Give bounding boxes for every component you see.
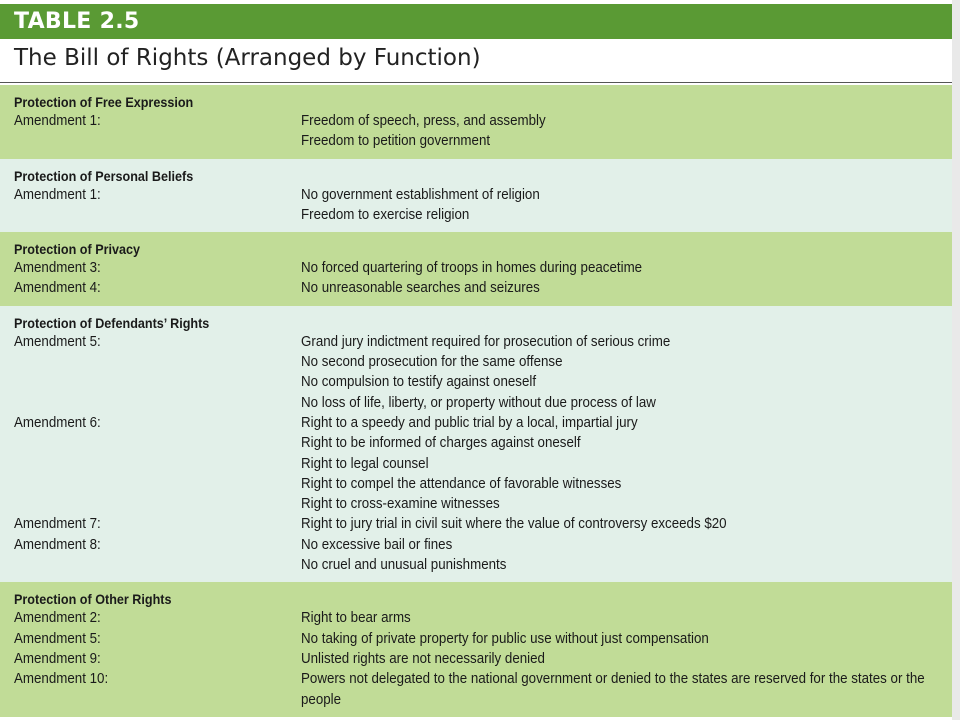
rights-list [301,608,952,628]
right-text: No government establishment of religion [301,186,540,203]
table-title: The Bill of Rights (Arranged by Function) [14,45,481,71]
rights-list [301,669,960,710]
table-row [14,608,952,628]
right-item [301,258,938,278]
right-item [301,413,938,433]
amendment-label: Amendment 6: [14,414,101,431]
table-row [14,535,952,576]
rights-list [301,258,952,278]
bill-of-rights-table [0,85,952,717]
page-edge [952,0,960,720]
right-item [301,535,938,555]
table-section [0,85,952,159]
table-row [14,111,952,152]
right-text: No excessive bail or fines [301,536,453,553]
right-text: Right to bear arms [301,610,411,627]
table-row [14,413,952,514]
table-row [14,669,952,710]
right-text: No forced quartering of troops in homes during peacetime [301,260,643,277]
rights-list [301,514,952,534]
right-text: Right to be informed of charges against oneself [301,435,581,452]
right-text: Right to jury trial in civil suit where the value of controversy exceeds $20 [301,516,727,533]
right-text: Freedom to exercise religion [301,206,470,223]
amendment-label: Amendment 10: [14,671,109,688]
amendment-label: Amendment 5: [14,333,101,350]
amendment-label: Amendment 1: [14,113,101,129]
right-text: Right to a speedy and public trial by a local, impartial jury [301,414,638,431]
table-row [14,258,952,278]
rights-list [301,413,952,514]
right-item [301,352,938,372]
right-text: No unreasonable searches and seizures [301,280,540,297]
right-text: Freedom to petition government [301,133,491,150]
right-text: Grand jury indictment required for prosecution of serious crime [301,333,671,350]
right-text: No loss of life, liberty, or property without due process of law [301,394,656,411]
right-item [301,494,938,514]
right-text: Freedom of speech, press, and assembly [301,113,546,129]
right-text: Right to cross-examine witnesses [301,496,500,513]
table-row [14,185,952,226]
right-item [301,131,938,151]
table-row [14,629,952,649]
amendment-label: Amendment 3: [14,260,101,277]
right-item [301,514,938,534]
table-section [0,582,952,716]
right-item [301,111,938,131]
amendment-label: Amendment 7: [14,516,101,533]
right-item [301,629,938,649]
table-row [14,514,952,534]
amendment-label: Amendment 9: [14,650,101,667]
right-text: Powers not delegated to the national government or denied to the states are reserved for the states or the people [301,671,925,708]
right-text: No taking of private property for public use without just compensation [301,630,709,647]
table-label: TABLE 2.5 [0,4,952,39]
section-heading: Protection of Free Expression [14,94,194,110]
right-item [301,278,938,298]
right-item [301,205,938,225]
right-item [301,454,938,474]
rights-list [301,535,952,576]
rights-list [301,278,952,298]
right-item [301,474,938,494]
table-section [0,306,952,583]
amendment-label: Amendment 4: [14,280,101,297]
section-heading: Protection of Personal Beliefs [14,167,194,184]
right-text: No cruel and unusual punishments [301,557,507,574]
right-item [301,185,938,205]
right-item [301,332,938,352]
title-divider [0,82,952,83]
table-section [0,159,952,233]
rights-list [301,629,952,649]
amendment-label: Amendment 1: [14,186,101,203]
rights-list [301,332,952,413]
rights-list [301,185,952,226]
right-item [301,372,938,392]
section-heading: Protection of Other Rights [14,591,172,608]
table-row [14,278,952,298]
right-item [301,669,960,710]
right-item [301,608,938,628]
right-item [301,555,938,575]
amendment-label: Amendment 2: [14,610,101,627]
right-text: No second prosecution for the same offense [301,354,563,371]
right-item [301,433,938,453]
right-text: Unlisted rights are not necessarily denied [301,650,545,667]
right-item [301,649,938,669]
table-row [14,649,952,669]
right-item [301,393,938,413]
amendment-label: Amendment 8: [14,536,101,553]
section-heading: Protection of Privacy [14,241,141,258]
section-heading: Protection of Defendants’ Rights [14,314,210,331]
rights-list [301,649,952,669]
right-text: Right to legal counsel [301,455,429,472]
right-text: No compulsion to testify against oneself [301,374,537,391]
table-row [14,332,952,413]
table-section [0,232,952,306]
rights-list [301,111,952,152]
amendment-label: Amendment 5: [14,630,101,647]
right-text: Right to compel the attendance of favorable witnesses [301,475,622,492]
